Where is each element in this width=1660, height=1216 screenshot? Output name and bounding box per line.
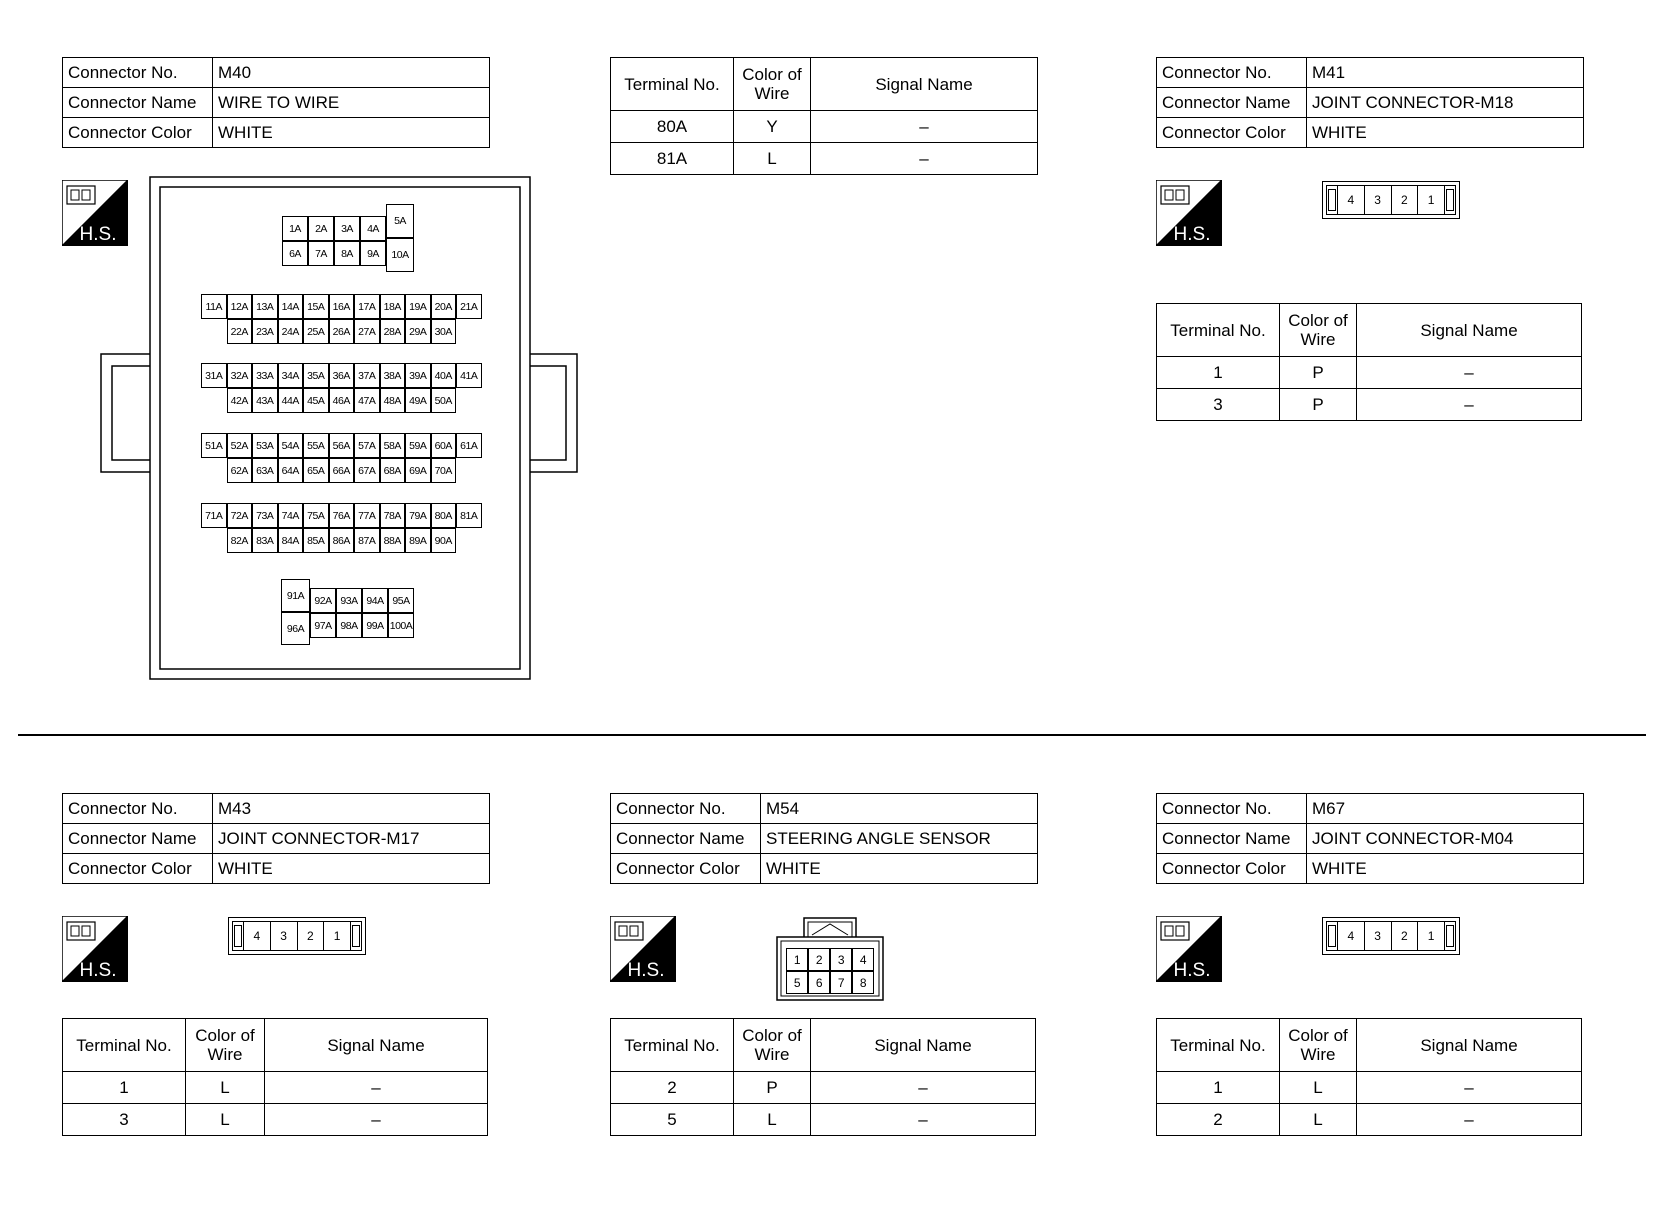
table-row: 5 L – [611, 1104, 1036, 1136]
pin-cavity: 50A [431, 388, 457, 413]
m67-info-table [1156, 793, 1584, 884]
m67-terminal-table [1156, 1018, 1582, 1136]
pin-cavity: 95A [388, 588, 414, 613]
pin-cavity: 53A [252, 433, 278, 458]
pin-cavity: 1A [282, 216, 308, 241]
pin: 4 [244, 922, 271, 950]
pin-cavity: 100A [388, 613, 414, 638]
pin-cavity: 47A [354, 388, 380, 413]
pin-cavity: 79A [405, 503, 431, 528]
pin-cavity: 88A [380, 528, 406, 553]
pin-cavity: 3A [334, 216, 360, 241]
pin-cavity: 68A [380, 458, 406, 483]
pin-cavity: 12A [227, 294, 253, 319]
pin-cavity: 18A [380, 294, 406, 319]
pin-cavity: 80A [431, 503, 457, 528]
m54-connector-face [776, 917, 884, 1001]
terminal-no-header: Terminal No. [1157, 304, 1280, 357]
table-row: 1 L – [1157, 1072, 1582, 1104]
pin-cavity: 36A [329, 363, 355, 388]
pin-cavity: 15A [303, 294, 329, 319]
table-row: 1 P – [1157, 357, 1582, 389]
svg-text:H.S.: H.S. [79, 960, 117, 981]
pin-cavity: 67A [354, 458, 380, 483]
connector-no-value: M54 [761, 794, 1038, 824]
pin-cavity: 28A [380, 319, 406, 344]
connector-no-value: M41 [1307, 58, 1584, 88]
connector-name-label: Connector Name [1157, 824, 1307, 854]
terminal-no-header: Terminal No. [611, 58, 734, 111]
pin-cavity: 34A [278, 363, 304, 388]
pin-cavity: 1 [786, 948, 808, 971]
pin-cavity: 63A [252, 458, 278, 483]
harness-side-icon [1156, 916, 1222, 982]
connector-color-value: WHITE [1307, 854, 1584, 884]
pin-cavity: 70A [431, 458, 457, 483]
pin: 2 [298, 922, 325, 950]
pin-cavity: 7 [830, 971, 852, 994]
table-row: 2 L – [1157, 1104, 1582, 1136]
connector-no-value: M43 [213, 794, 490, 824]
pin-cavity: 78A [380, 503, 406, 528]
table-row: 3 L – [63, 1104, 488, 1136]
pin-cavity: 20A [431, 294, 457, 319]
pin-cavity: 46A [329, 388, 355, 413]
m40-info-table [62, 57, 490, 148]
pin-cavity: 33A [252, 363, 278, 388]
pin-cavity: 9A [360, 241, 386, 266]
pin-cavity: 35A [303, 363, 329, 388]
pin-cavity: 91A [281, 579, 310, 612]
pin-cavity: 93A [336, 588, 362, 613]
pin-cavity: 54A [278, 433, 304, 458]
pin-cavity: 62A [227, 458, 253, 483]
pin-cavity: 32A [227, 363, 253, 388]
signal-name-header: Signal Name [1357, 1019, 1582, 1072]
pin-cavity: 6A [282, 241, 308, 266]
pin-cavity: 76A [329, 503, 355, 528]
m43-info-table [62, 793, 490, 884]
pin-cavity: 29A [405, 319, 431, 344]
pin-cavity: 44A [278, 388, 304, 413]
pin-cavity: 66A [329, 458, 355, 483]
m40-connector-face [100, 176, 578, 680]
m54-terminal-table [610, 1018, 1036, 1136]
harness-side-icon [62, 916, 128, 982]
pin-cavity: 10A [386, 238, 414, 272]
pin-cavity: 55A [303, 433, 329, 458]
pin-cavity: 65A [303, 458, 329, 483]
connector-color-label: Connector Color [63, 854, 213, 884]
connector-no-label: Connector No. [63, 58, 213, 88]
pin-cavity: 3 [830, 948, 852, 971]
connector-color-label: Connector Color [611, 854, 761, 884]
pin-cavity: 58A [380, 433, 406, 458]
m40-terminal-table [610, 57, 1038, 175]
pin-cavity: 52A [227, 433, 253, 458]
connector-color-value: WHITE [213, 854, 490, 884]
pin-cavity: 69A [405, 458, 431, 483]
m43-terminal-table [62, 1018, 488, 1136]
harness-side-icon [1156, 180, 1222, 246]
color-of-wire-header: Color of Wire [734, 58, 811, 111]
m41-connector-face [1322, 181, 1460, 219]
pin-cavity: 13A [252, 294, 278, 319]
svg-text:H.S.: H.S. [79, 224, 117, 245]
pin-cavity: 86A [329, 528, 355, 553]
pin-cavity: 19A [405, 294, 431, 319]
m41-info-table [1156, 57, 1584, 148]
pin-cavity: 7A [308, 241, 334, 266]
pin-cavity: 31A [201, 363, 227, 388]
pin-cavity: 21A [456, 294, 482, 319]
pin-cavity: 94A [362, 588, 388, 613]
pin-cavity: 90A [431, 528, 457, 553]
connector-no-label: Connector No. [1157, 794, 1307, 824]
connector-name-value: STEERING ANGLE SENSOR [761, 824, 1038, 854]
pin: 2 [1392, 922, 1419, 950]
connector-color-value: WHITE [1307, 118, 1584, 148]
pin-cavity: 11A [201, 294, 227, 319]
pin-cavity: 77A [354, 503, 380, 528]
connector-color-label: Connector Color [63, 118, 213, 148]
pin-cavity: 14A [278, 294, 304, 319]
connector-color-label: Connector Color [1157, 854, 1307, 884]
signal-name-header: Signal Name [811, 1019, 1036, 1072]
harness-side-icon [610, 916, 676, 982]
pin-cavity: 23A [252, 319, 278, 344]
connector-color-label: Connector Color [1157, 118, 1307, 148]
pin-cavity: 6 [808, 971, 830, 994]
pin-cavity: 5 [786, 971, 808, 994]
connector-name-value: JOINT CONNECTOR-M04 [1307, 824, 1584, 854]
pin-cavity: 24A [278, 319, 304, 344]
connector-no-value: M67 [1307, 794, 1584, 824]
pin-cavity: 16A [329, 294, 355, 319]
pin-cavity: 17A [354, 294, 380, 319]
connector-name-value: WIRE TO WIRE [213, 88, 490, 118]
pin-cavity: 61A [456, 433, 482, 458]
m43-connector-face [228, 917, 366, 955]
pin-cavity: 4A [360, 216, 386, 241]
color-of-wire-header: Color of Wire [734, 1019, 811, 1072]
color-of-wire-header: Color of Wire [186, 1019, 265, 1072]
pin-cavity: 43A [252, 388, 278, 413]
pin-cavity: 82A [227, 528, 253, 553]
pin-cavity: 40A [431, 363, 457, 388]
pin: 2 [1392, 186, 1419, 214]
m67-connector-face [1322, 917, 1460, 955]
pin-cavity: 99A [362, 613, 388, 638]
connector-name-label: Connector Name [63, 824, 213, 854]
pin-cavity: 30A [431, 319, 457, 344]
section-divider [18, 734, 1646, 736]
svg-text:H.S.: H.S. [627, 960, 665, 981]
pin: 4 [1338, 186, 1365, 214]
pin-cavity: 51A [201, 433, 227, 458]
pin-cavity: 92A [310, 588, 336, 613]
pin: 3 [1365, 186, 1392, 214]
pin-cavity: 38A [380, 363, 406, 388]
svg-text:H.S.: H.S. [1173, 960, 1211, 981]
pin-cavity: 59A [405, 433, 431, 458]
table-row: 80A Y – [611, 111, 1038, 143]
connector-name-label: Connector Name [611, 824, 761, 854]
pin-cavity: 60A [431, 433, 457, 458]
connector-no-label: Connector No. [611, 794, 761, 824]
pin-cavity: 74A [278, 503, 304, 528]
terminal-no-header: Terminal No. [611, 1019, 734, 1072]
pin-cavity: 2A [308, 216, 334, 241]
pin-cavity: 39A [405, 363, 431, 388]
pin-cavity: 27A [354, 319, 380, 344]
pin: 1 [1418, 186, 1445, 214]
connector-no-label: Connector No. [1157, 58, 1307, 88]
signal-name-header: Signal Name [265, 1019, 488, 1072]
pin: 3 [271, 922, 298, 950]
pin-cavity: 57A [354, 433, 380, 458]
pin-cavity: 87A [354, 528, 380, 553]
pin-cavity: 89A [405, 528, 431, 553]
pin: 1 [324, 922, 351, 950]
connector-no-value: M40 [213, 58, 490, 88]
pin-cavity: 45A [303, 388, 329, 413]
pin-cavity: 85A [303, 528, 329, 553]
color-of-wire-header: Color of Wire [1280, 304, 1357, 357]
table-row: 1 L – [63, 1072, 488, 1104]
pin-cavity: 42A [227, 388, 253, 413]
pin-cavity: 4 [852, 948, 874, 971]
terminal-no-header: Terminal No. [63, 1019, 186, 1072]
pin-cavity: 71A [201, 503, 227, 528]
connector-no-label: Connector No. [63, 794, 213, 824]
connector-color-value: WHITE [761, 854, 1038, 884]
pin-cavity: 41A [456, 363, 482, 388]
pin-cavity: 81A [456, 503, 482, 528]
pin-cavity: 25A [303, 319, 329, 344]
connector-name-value: JOINT CONNECTOR-M17 [213, 824, 490, 854]
terminal-no-header: Terminal No. [1157, 1019, 1280, 1072]
m41-terminal-table [1156, 303, 1582, 421]
pin: 3 [1365, 922, 1392, 950]
connector-name-value: JOINT CONNECTOR-M18 [1307, 88, 1584, 118]
pin-cavity: 73A [252, 503, 278, 528]
pin-cavity: 5A [386, 204, 414, 238]
pin-cavity: 56A [329, 433, 355, 458]
table-row: 2 P – [611, 1072, 1036, 1104]
m54-info-table [610, 793, 1038, 884]
pin-cavity: 83A [252, 528, 278, 553]
pin-cavity: 48A [380, 388, 406, 413]
table-row: 81A L – [611, 143, 1038, 175]
signal-name-header: Signal Name [811, 58, 1038, 111]
pin-cavity: 8A [334, 241, 360, 266]
pin-cavity: 2 [808, 948, 830, 971]
pin-cavity: 98A [336, 613, 362, 638]
pin: 4 [1338, 922, 1365, 950]
pin-cavity: 37A [354, 363, 380, 388]
pin: 1 [1418, 922, 1445, 950]
pin-cavity: 97A [310, 613, 336, 638]
pin-cavity: 75A [303, 503, 329, 528]
pin-cavity: 26A [329, 319, 355, 344]
pin-cavity: 64A [278, 458, 304, 483]
pin-cavity: 72A [227, 503, 253, 528]
svg-text:H.S.: H.S. [1173, 224, 1211, 245]
pin-cavity: 49A [405, 388, 431, 413]
pin-cavity: 84A [278, 528, 304, 553]
connector-name-label: Connector Name [1157, 88, 1307, 118]
connector-color-value: WHITE [213, 118, 490, 148]
table-row: 3 P – [1157, 389, 1582, 421]
color-of-wire-header: Color of Wire [1280, 1019, 1357, 1072]
pin-cavity: 22A [227, 319, 253, 344]
connector-name-label: Connector Name [63, 88, 213, 118]
pin-cavity: 8 [852, 971, 874, 994]
pin-cavity: 96A [281, 612, 310, 645]
signal-name-header: Signal Name [1357, 304, 1582, 357]
